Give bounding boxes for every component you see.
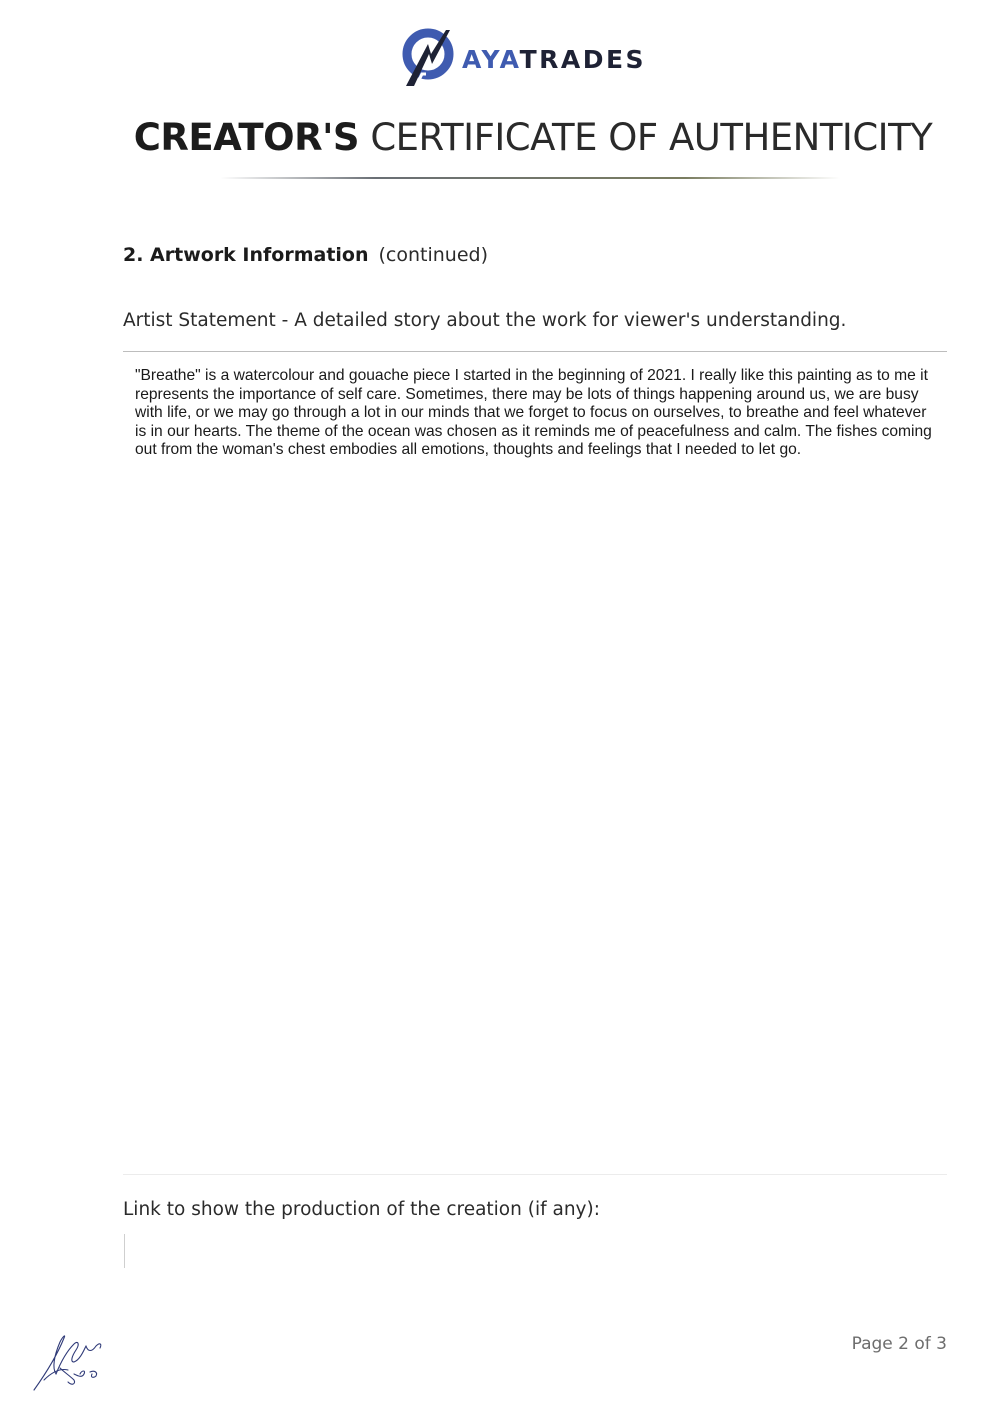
brand-name-aya: AYA bbox=[462, 44, 520, 74]
production-link-label: Link to show the production of the creation (if any): bbox=[123, 1199, 600, 1220]
section-heading-note: (continued) bbox=[378, 244, 489, 266]
certificate-title bbox=[0, 116, 1000, 159]
section-heading bbox=[123, 244, 488, 266]
artist-statement-text: "Breathe" is a watercolour and gouache piece I started in the beginning of 2021. I really like this painting as to me it represents the importance of self care. Sometimes, there may be lots of things happening around us, we are busy with life, or we may go through a lot in our minds that we forget to focus on ourselves, to breathe and feel whatever is in our hearts. The theme of the ocean was chosen as it reminds me of peacefulness and calm. The fishes coming out from the woman's chest embodies all emotions, thoughts and feelings that I needed to let go. bbox=[135, 367, 932, 459]
title-divider bbox=[220, 177, 840, 179]
production-link-field[interactable] bbox=[124, 1234, 946, 1268]
ayatrades-logo-icon bbox=[402, 24, 454, 88]
certificate-title-bold: CREATOR'S bbox=[133, 116, 360, 159]
section-heading-title: 2. Artwork Information bbox=[123, 244, 369, 266]
page-number: Page 2 of 3 bbox=[851, 1334, 947, 1354]
brand-logo bbox=[402, 22, 646, 90]
artist-statement-field[interactable] bbox=[123, 351, 947, 1175]
certificate-title-light: CERTIFICATE OF AUTHENTICITY bbox=[370, 116, 933, 159]
brand-name bbox=[462, 45, 646, 74]
handwritten-signature bbox=[30, 1328, 112, 1394]
artist-statement-label: Artist Statement - A detailed story about the work for viewer's understanding. bbox=[123, 310, 847, 331]
brand-name-trades: TRADES bbox=[519, 44, 647, 74]
